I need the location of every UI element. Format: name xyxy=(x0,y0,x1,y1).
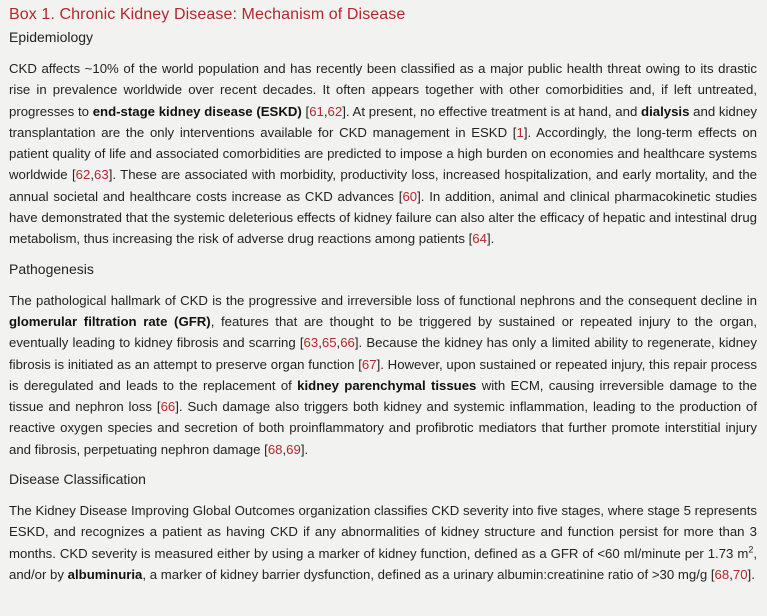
text-run: ]. Accordingly, the long-term effects on patient quality of life and associated comorbidities are predicted to impose a high burden on economies and healthcare systems worldwide [ xyxy=(9,124,757,183)
text-run: ]. These are associated with morbidity, productivity loss, increased hospitalization, and early mortality, and the annual societal and healthcare costs increase as CKD advances [ xyxy=(9,167,757,204)
text-run: ]. Because the kidney has only a limited ability to regenerate, kidney fibrosis is initiated as an attempt to preserve organ function [ xyxy=(9,335,757,372)
text-run: and kidney transplantation are the only interventions available for CKD management in ESKD [ xyxy=(9,103,758,140)
reference-link[interactable]: 68 xyxy=(267,441,283,457)
text-run: ]. However, upon sustained or repeated injury, this repair process is deregulated and leads to the replacement of xyxy=(9,356,757,393)
section-heading: Epidemiology xyxy=(9,29,94,45)
text-run: ]. xyxy=(486,231,495,247)
reference-link[interactable]: 63 xyxy=(94,167,109,183)
text-run: , xyxy=(282,441,287,457)
reference-link[interactable]: 70 xyxy=(732,566,748,582)
text-run: , xyxy=(90,167,95,183)
section-heading: Pathogenesis xyxy=(9,260,94,277)
key-term: kidney parenchymal tissues xyxy=(297,377,477,393)
text-run: ]. Such damage also triggers both kidney and systemic inflammation, leading to the production of reactive oxygen species and secretion of both proinflammatory and profibrotic mediators that further promote interstitial injury and fibrosis, perpetuating nephron damage [ xyxy=(9,399,758,457)
key-term: albuminuria xyxy=(67,566,143,582)
text-run: ]. xyxy=(747,566,755,582)
reference-link[interactable]: 62 xyxy=(75,167,91,183)
reference-link[interactable]: 63 xyxy=(303,335,319,351)
text-run: , xyxy=(323,103,328,119)
text-run: with ECM, causing irreversible damage to the tissue and nephron loss [ xyxy=(9,377,757,415)
reference-link[interactable]: 65 xyxy=(321,335,337,351)
text-run: , xyxy=(318,335,322,351)
reference-link[interactable]: 69 xyxy=(286,441,301,457)
section-paragraph xyxy=(9,290,757,460)
reference-link[interactable]: 66 xyxy=(340,335,355,351)
reference-link[interactable]: 60 xyxy=(402,188,418,204)
reference-link[interactable]: 61 xyxy=(309,103,324,119)
section-heading: Disease Classification xyxy=(9,471,146,488)
reference-link[interactable]: 67 xyxy=(361,356,377,372)
section-paragraph xyxy=(9,58,757,250)
text-run: , features that are thought to be triggered by sustained or repeated injury to the organ, eventually leading to kidney fibrosis and scarring [ xyxy=(9,313,758,351)
text-run: The Kidney Disease Improving Global Outcomes organization classifies CKD severity into five stages, where stage 5 represents ESKD, and recognizes a patient as having CKD if any abnormalities of kidney structure and function persist for more than 3 months. CKD severity is measured either by using a marker of kidney function, defined as a GFR of <60 ml/minute per 1.73 m xyxy=(9,503,757,561)
text-run: , xyxy=(336,335,341,351)
key-term: end-stage kidney disease (ESKD) xyxy=(92,103,302,119)
text-run: , and/or by xyxy=(9,545,757,582)
text-run: ]. xyxy=(300,441,309,457)
superscript: 2 xyxy=(748,544,754,555)
reference-link[interactable]: 1 xyxy=(516,124,524,140)
text-run: ]. In addition, animal and clinical pharmacokinetic studies have demonstrated that the systemic deleterious effects of kidney failure can also alter the efficacy of hepatic and intestinal drug metabolism, thus increasing the risk of adverse drug reactions among patients [ xyxy=(9,188,757,247)
key-term: dialysis xyxy=(641,103,690,119)
section-paragraph xyxy=(9,500,757,585)
reference-link[interactable]: 64 xyxy=(472,231,487,247)
text-run: [ xyxy=(301,103,310,119)
reference-link[interactable]: 62 xyxy=(327,103,343,119)
text-run: , xyxy=(729,566,733,582)
box-title: Box 1. Chronic Kidney Disease: Mechanism of Disease xyxy=(9,6,406,23)
key-term: glomerular filtration rate (GFR) xyxy=(9,313,211,329)
reference-link[interactable]: 66 xyxy=(160,399,176,415)
box-sections xyxy=(9,29,757,585)
text-run: The pathological hallmark of CKD is the progressive and irreversible loss of functional nephrons and the consequent decline in xyxy=(9,292,757,308)
text-run: CKD affects ~10% of the world population and has recently been classified as a major public health threat owing to its drastic rise in prevalence worldwide over recent decades. It often appears together with other comorbidities and, if left untreated, progresses to xyxy=(9,61,757,119)
text-run: , a marker of kidney barrier dysfunction, defined as a urinary albumin:creatinine ratio of >30 mg/g [ xyxy=(142,566,715,582)
text-run: ]. At present, no effective treatment is at hand, and xyxy=(342,103,642,119)
reference-link[interactable]: 68 xyxy=(714,566,730,582)
